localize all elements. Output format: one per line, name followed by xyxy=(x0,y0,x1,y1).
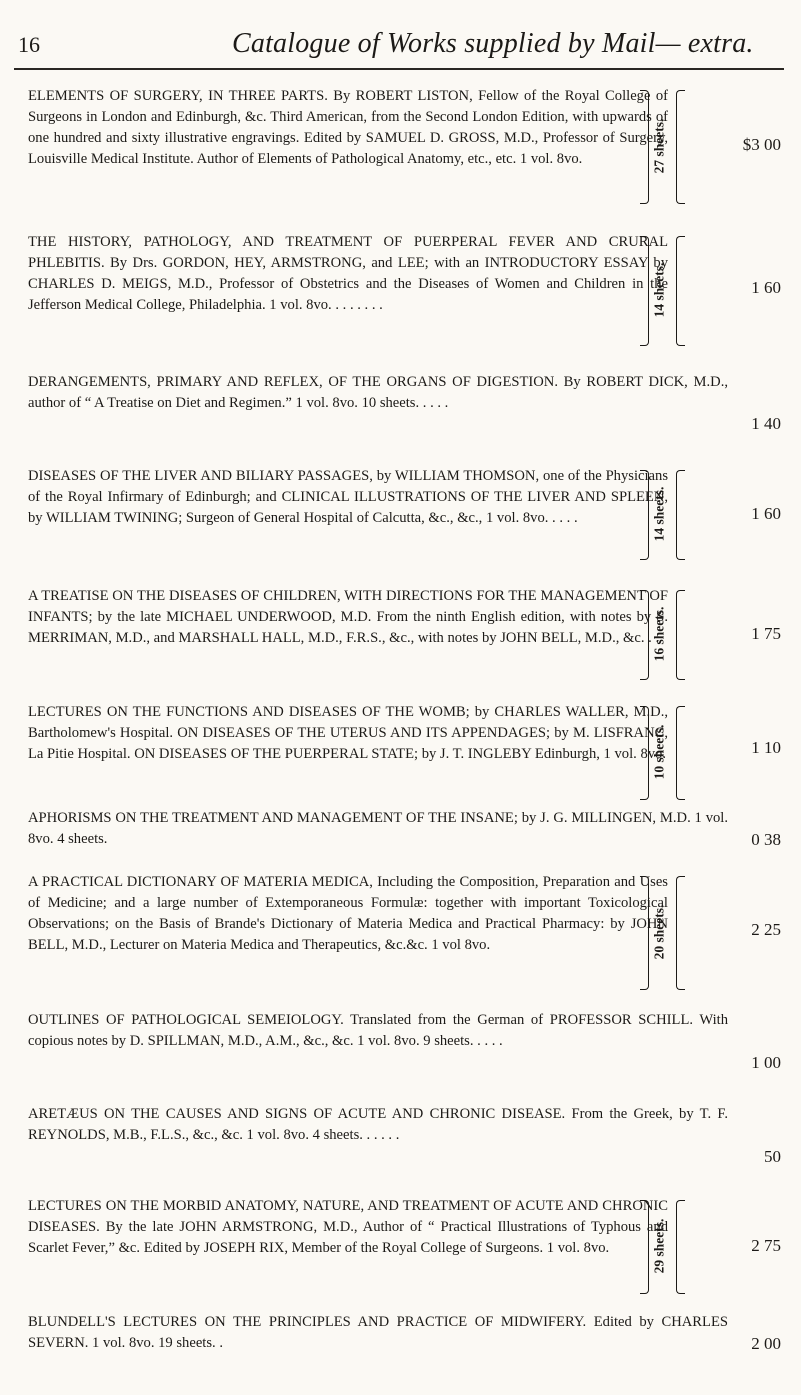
header-rule xyxy=(14,68,784,70)
entry-text: A TREATISE ON THE DISEASES OF CHILDREN, WITH DIRECTIONS FOR THE MANAGEMENT OF INFANTS; by the late MICHAEL UNDERWOOD, M.D. From the ninth English edition, with notes by S. MERRIMAN, M.D., and MARSHALL HALL, M.D., F.R.S., &c., with notes by JOHN BELL, M.D., &c. . . xyxy=(28,588,668,646)
entry-text: OUTLINES OF PATHOLOGICAL SEMEIOLOGY. Translated from the German of PROFESSOR SCHILL. With copious notes by D. SPILLMAN, M.D., A.M., &c., &c. 1 vol. 8vo. 9 sheets. . . . . xyxy=(28,1012,728,1049)
running-title: Catalogue of Works supplied by Mail— extra. xyxy=(232,28,754,59)
right-brace xyxy=(676,236,685,346)
entry-price: 50 xyxy=(764,1147,781,1166)
sheet-count: 20 sheets. xyxy=(651,904,666,960)
right-brace xyxy=(676,90,685,204)
entry-text: LECTURES ON THE MORBID ANATOMY, NATURE, AND TREATMENT OF ACUTE AND CHRONIC DISEASES. By the late JOHN ARMSTRONG, M.D., Author of “ Practical Illustrations of Typhous and Scarlet Fever,” &c. Edited by JOSEPH RIX, Member of the Royal College of Surgeons. 1 vol. 8vo. xyxy=(28,1198,668,1256)
sheet-count: 29 sheets. xyxy=(651,1218,666,1274)
right-brace xyxy=(676,590,685,680)
entry-price: 1 60 xyxy=(751,278,781,297)
entry-price: 1 10 xyxy=(751,738,781,757)
entry-text: APHORISMS ON THE TREATMENT AND MANAGEMENT OF THE INSANE; by J. G. MILLINGEN, M.D. 1 vol. 8vo. 4 sheets. xyxy=(28,810,728,847)
entry-text: A PRACTICAL DICTIONARY OF MATERIA MEDICA, Including the Composition, Preparation and Uses of Medicine; and a large number of Extemporaneous Formulæ: together with important Toxicological Observations; on the Basis of Brande's Dictionary of Materia Medica and Practical Pharmacy: by JOHN BELL, M.D., Lecturer on Materia Medica and Therapeutics, &c.&c. 1 vol 8vo. xyxy=(28,874,668,953)
entry-price: 1 00 xyxy=(751,1053,781,1072)
right-brace xyxy=(676,876,685,990)
entry-text: DISEASES OF THE LIVER AND BILIARY PASSAGES, by WILLIAM THOMSON, one of the Physicians of the Royal Infirmary of Edinburgh; and CLINICAL ILLUSTRATIONS OF THE LIVER AND SPLEEN, by WILLIAM TWINING; Surgeon of General Hospital of Calcutta, &c., &c., 1 vol. 8vo. . . . . xyxy=(28,468,668,526)
entry-price: 2 00 xyxy=(751,1334,781,1353)
entry-price: 2 25 xyxy=(751,920,781,939)
page-number: 16 xyxy=(18,32,40,57)
entry-price: 2 75 xyxy=(751,1236,781,1255)
entry-text: THE HISTORY, PATHOLOGY, AND TREATMENT OF PUERPERAL FEVER AND CRURAL PHLEBITIS. By Drs. GORDON, HEY, ARMSTRONG, and LEE; with an INTRODUCTORY ESSAY by CHARLES D. MEIGS, M.D., Professor of Obstetrics and the Diseases of Women and Children in the Jefferson Medical College, Philadelphia. 1 vol. 8vo. . . . . . . . xyxy=(28,234,668,313)
right-brace xyxy=(676,706,685,800)
entry-price: 1 40 xyxy=(751,414,781,433)
entry-text: DERANGEMENTS, PRIMARY AND REFLEX, OF THE ORGANS OF DIGESTION. By ROBERT DICK, M.D., author of “ A Treatise on Diet and Regimen.” 1 vol. 8vo. 10 sheets. . . . . xyxy=(28,374,728,411)
entry-text: ARETÆUS ON THE CAUSES AND SIGNS OF ACUTE AND CHRONIC DISEASE. From the Greek, by T. F. REYNOLDS, M.B., F.L.S., &c., &c. 1 vol. 8vo. 4 sheets. . . . . . xyxy=(28,1106,728,1143)
entry-price: 1 75 xyxy=(751,624,781,643)
sheet-count: 16 sheets. xyxy=(651,606,666,662)
entry-text: ELEMENTS OF SURGERY, IN THREE PARTS. By ROBERT LISTON, Fellow of the Royal College of Surgeons in London and Edinburgh, &c. Third American, from the Second London Edition, with upwards of one hundred and sixty illustrative engravings. Edited by SAMUEL D. GROSS, M.D., Professor of Surgery, Louisville Medical Institute. Author of Elements of Pathological Anatomy, etc., etc. 1 vol. 8vo. xyxy=(28,88,668,167)
entry-text: BLUNDELL'S LECTURES ON THE PRINCIPLES AND PRACTICE OF MIDWIFERY. Edited by CHARLES SEVERN. 1 vol. 8vo. 19 sheets. . xyxy=(28,1314,728,1351)
entry-price: 1 60 xyxy=(751,504,781,523)
sheet-count: 14 sheets. xyxy=(651,486,666,542)
entry-price: $3 00 xyxy=(742,135,781,154)
right-brace xyxy=(676,470,685,560)
sheet-count: 10 sheets. xyxy=(651,724,666,780)
sheet-count: 14 sheets. xyxy=(651,262,666,318)
sheet-count: 27 sheets. xyxy=(651,118,666,174)
right-brace xyxy=(676,1200,685,1294)
entry-text: LECTURES ON THE FUNCTIONS AND DISEASES OF THE WOMB; by CHARLES WALLER, M.D., Bartholomew's Hospital. ON DISEASES OF THE UTERUS AND ITS APPENDAGES; by M. LISFRANC, La Pitie Hospital. ON DISEASES OF THE PUERPERAL STATE; by J. T. INGLEBY Edinburgh, 1 vol. 8vo. xyxy=(28,704,668,762)
entry-price: 0 38 xyxy=(751,830,781,849)
